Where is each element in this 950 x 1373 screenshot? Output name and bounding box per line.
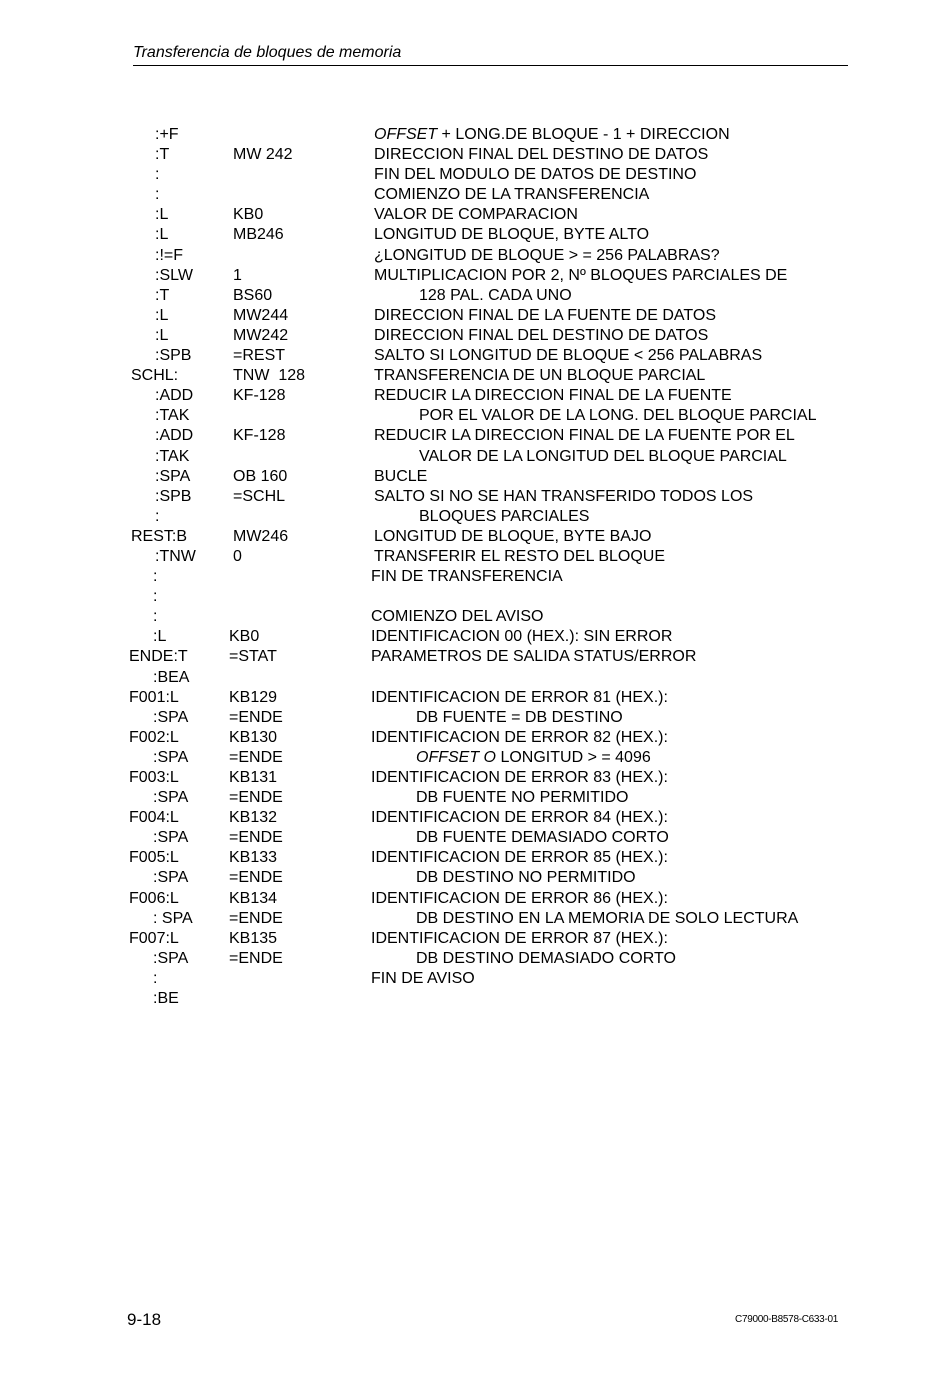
comment-text: BLOQUES PARCIALES bbox=[419, 507, 590, 525]
operand: MW242 bbox=[233, 326, 289, 344]
comment-text: DIRECCION FINAL DE LA FUENTE DE DATOS bbox=[374, 306, 716, 324]
comment bbox=[371, 647, 696, 667]
comment bbox=[371, 949, 676, 969]
operation: :SPA bbox=[153, 708, 189, 726]
listing-row bbox=[0, 165, 950, 185]
operation: : bbox=[155, 186, 160, 204]
comment bbox=[371, 868, 636, 888]
statement-label: F004:L bbox=[129, 809, 179, 827]
comment-text: LONGITUD DE BLOQUE, BYTE BAJO bbox=[374, 527, 652, 545]
comment bbox=[374, 225, 649, 245]
comment bbox=[371, 768, 668, 788]
comment-text: VALOR DE LA LONGITUD DEL BLOQUE PARCIAL bbox=[419, 447, 787, 465]
operand: MW246 bbox=[233, 527, 289, 545]
listing-row bbox=[0, 386, 950, 406]
operation: :T bbox=[155, 286, 170, 304]
comment-text: DB DESTINO DEMASIADO CORTO bbox=[416, 949, 676, 967]
comment bbox=[374, 426, 795, 446]
listing-row bbox=[0, 989, 950, 1009]
operand: =ENDE bbox=[229, 869, 283, 887]
operation: :BE bbox=[153, 990, 179, 1008]
comment bbox=[374, 246, 720, 266]
comment-text: IDENTIFICACION DE ERROR 87 (HEX.): bbox=[371, 929, 668, 947]
listing-row bbox=[0, 527, 950, 547]
comment bbox=[374, 165, 696, 185]
header-title: Transferencia de bloques de memoria bbox=[133, 44, 402, 61]
comment bbox=[374, 125, 730, 145]
comment-text: VALOR DE COMPARACION bbox=[374, 206, 578, 224]
statement-label: REST:B bbox=[131, 527, 188, 545]
comment-text: IDENTIFICACION DE ERROR 86 (HEX.): bbox=[371, 889, 668, 907]
comment-text: ¿LONGITUD DE BLOQUE > = 256 PALABRAS? bbox=[374, 246, 720, 264]
comment-text: TRANSFERIR EL RESTO DEL BLOQUE bbox=[374, 547, 666, 565]
operation: :SPB bbox=[155, 347, 192, 365]
listing-row bbox=[0, 205, 950, 225]
comment-text: POR EL VALOR DE LA LONG. DEL BLOQUE PARCIAL bbox=[419, 407, 817, 425]
comment-text: DIRECCION FINAL DEL DESTINO DE DATOS bbox=[374, 146, 709, 164]
listing-row bbox=[0, 366, 950, 386]
comment-text: LONGITUD > = 4096 bbox=[496, 748, 651, 766]
comment bbox=[374, 386, 732, 406]
statement-label: SCHL: bbox=[131, 367, 179, 385]
operation: : bbox=[153, 568, 158, 586]
operation: :L bbox=[155, 326, 169, 344]
operand: =ENDE bbox=[229, 748, 283, 766]
operation: :ADD bbox=[155, 427, 194, 445]
operand: TNW 128 bbox=[233, 367, 306, 385]
listing-row bbox=[0, 467, 950, 487]
comment bbox=[374, 507, 589, 527]
listing-row bbox=[0, 145, 950, 165]
comment-text: REDUCIR LA DIRECCION FINAL DE LA FUENTE bbox=[374, 387, 732, 405]
comment bbox=[374, 467, 427, 487]
operation: : bbox=[153, 588, 158, 606]
comment-text: DB FUENTE NO PERMITIDO bbox=[416, 789, 629, 807]
comment bbox=[374, 205, 578, 225]
comment-text: IDENTIFICACION DE ERROR 81 (HEX.): bbox=[371, 688, 668, 706]
listing-row bbox=[0, 487, 950, 507]
comment-text: SALTO SI NO SE HAN TRANSFERIDO TODOS LOS bbox=[374, 487, 754, 505]
listing-row bbox=[0, 426, 950, 446]
listing-row bbox=[0, 788, 950, 808]
operand: KB134 bbox=[229, 889, 278, 907]
comment-text: REDUCIR LA DIRECCION FINAL DE LA FUENTE POR EL bbox=[374, 427, 795, 445]
comment-text: IDENTIFICACION 00 (HEX.): SIN ERROR bbox=[371, 628, 673, 646]
comment bbox=[371, 688, 668, 708]
statement-label: F006:L bbox=[129, 889, 179, 907]
comment-text: SALTO SI LONGITUD DE BLOQUE < 256 PALABRAS bbox=[374, 347, 763, 365]
comment bbox=[374, 145, 708, 165]
listing-row bbox=[0, 185, 950, 205]
listing-row bbox=[0, 306, 950, 326]
listing-row bbox=[0, 507, 950, 527]
operation: :SLW bbox=[155, 266, 193, 284]
comment bbox=[374, 266, 787, 286]
comment-text: DB DESTINO NO PERMITIDO bbox=[416, 869, 636, 887]
operation: :SPA bbox=[153, 949, 189, 967]
comment-text: DB DESTINO EN LA MEMORIA DE SOLO LECTURA bbox=[416, 909, 799, 927]
comment-text: IDENTIFICACION DE ERROR 82 (HEX.): bbox=[371, 728, 668, 746]
comment-text: FIN DE TRANSFERENCIA bbox=[371, 568, 563, 586]
listing-row bbox=[0, 808, 950, 828]
statement-label: F003:L bbox=[129, 769, 179, 786]
comment bbox=[374, 306, 716, 326]
statement-label: ENDE:T bbox=[129, 648, 188, 666]
listing-row bbox=[0, 125, 950, 145]
comment bbox=[374, 346, 762, 366]
comment bbox=[371, 607, 543, 627]
comment bbox=[371, 708, 623, 728]
operation: : bbox=[155, 166, 160, 184]
page-number: 9-18 bbox=[127, 1310, 162, 1329]
listing-row bbox=[0, 326, 950, 346]
listing-row bbox=[0, 708, 950, 728]
operand: 0 bbox=[233, 547, 242, 565]
operation: :TAK bbox=[155, 447, 190, 465]
listing-row bbox=[0, 246, 950, 266]
operand: KB133 bbox=[229, 849, 278, 867]
listing-row bbox=[0, 447, 950, 467]
listing-row bbox=[0, 868, 950, 888]
statement-label: F001:L bbox=[129, 688, 179, 706]
operation: :TAK bbox=[155, 407, 190, 425]
comment-text: DB FUENTE DEMASIADO CORTO bbox=[416, 829, 669, 847]
operand: KB130 bbox=[229, 728, 278, 746]
comment bbox=[371, 848, 668, 868]
operand: KB132 bbox=[229, 809, 278, 827]
comment-text: DIRECCION FINAL DEL DESTINO DE DATOS bbox=[374, 326, 709, 344]
program-listing bbox=[0, 125, 950, 1009]
comment bbox=[371, 969, 475, 989]
listing-row bbox=[0, 547, 950, 567]
listing-row bbox=[0, 949, 950, 969]
comment bbox=[374, 547, 665, 567]
comment bbox=[374, 326, 708, 346]
comment bbox=[371, 627, 672, 647]
listing-row bbox=[0, 828, 950, 848]
operand: =REST bbox=[233, 347, 286, 365]
statement-label: F007:L bbox=[129, 929, 179, 947]
operand: =ENDE bbox=[229, 949, 283, 967]
comment-italic-term: OFFSET O bbox=[416, 748, 496, 766]
operation: :BEA bbox=[153, 668, 190, 686]
operand: MB246 bbox=[233, 226, 284, 244]
comment bbox=[374, 527, 651, 547]
operand: 1 bbox=[233, 266, 242, 284]
operation: : bbox=[153, 608, 158, 626]
comment bbox=[374, 447, 787, 467]
comment bbox=[371, 889, 668, 909]
operation: : bbox=[155, 507, 160, 525]
operation: :SPA bbox=[153, 748, 189, 766]
comment-text: FIN DEL MODULO DE DATOS DE DESTINO bbox=[374, 166, 697, 184]
comment bbox=[374, 406, 816, 426]
listing-row bbox=[0, 627, 950, 647]
comment bbox=[371, 728, 668, 748]
comment-text: PARAMETROS DE SALIDA STATUS/ERROR bbox=[371, 648, 697, 666]
statement-label: F005:L bbox=[129, 849, 179, 867]
operation: :SPA bbox=[153, 789, 189, 807]
operand: MW 242 bbox=[233, 146, 293, 164]
operation: :+F bbox=[155, 126, 179, 143]
listing-row bbox=[0, 929, 950, 949]
operation: :L bbox=[155, 226, 169, 244]
comment bbox=[371, 909, 798, 929]
operand: KF-128 bbox=[233, 427, 286, 445]
operand: KB0 bbox=[229, 628, 260, 646]
comment bbox=[374, 366, 705, 386]
operation: :SPA bbox=[153, 869, 189, 887]
comment bbox=[374, 185, 649, 205]
operand: =ENDE bbox=[229, 909, 283, 927]
listing-row bbox=[0, 647, 950, 667]
comment bbox=[371, 929, 668, 949]
listing-row bbox=[0, 567, 950, 587]
comment bbox=[371, 567, 563, 587]
document-code: C79000-B8578-C633-01 bbox=[735, 1314, 838, 1325]
comment bbox=[371, 828, 669, 848]
operation: :L bbox=[155, 206, 169, 224]
listing-row bbox=[0, 225, 950, 245]
comment-text: DB FUENTE = DB DESTINO bbox=[416, 708, 623, 726]
comment-text: IDENTIFICACION DE ERROR 83 (HEX.): bbox=[371, 769, 668, 786]
listing-row bbox=[0, 728, 950, 748]
comment-text: IDENTIFICACION DE ERROR 84 (HEX.): bbox=[371, 809, 668, 827]
comment-text: FIN DE AVISO bbox=[371, 969, 475, 987]
listing-row bbox=[0, 848, 950, 868]
comment-text: COMIENZO DEL AVISO bbox=[371, 608, 544, 626]
comment-text: COMIENZO DE LA TRANSFERENCIA bbox=[374, 186, 650, 204]
statement-label: F002:L bbox=[129, 728, 179, 746]
listing-row bbox=[0, 406, 950, 426]
comment-italic-term: OFFSET bbox=[374, 126, 438, 143]
comment bbox=[371, 788, 628, 808]
comment bbox=[371, 748, 651, 768]
comment-text: LONGITUD DE BLOQUE, BYTE ALTO bbox=[374, 226, 650, 244]
listing-row bbox=[0, 909, 950, 929]
operation: : SPA bbox=[153, 909, 193, 927]
operand: BS60 bbox=[233, 286, 273, 304]
operation: : bbox=[153, 969, 158, 987]
listing-row bbox=[0, 587, 950, 607]
running-header bbox=[133, 43, 848, 66]
operation: :TNW bbox=[155, 547, 196, 565]
operand: KB0 bbox=[233, 206, 264, 224]
comment-text: TRANSFERENCIA DE UN BLOQUE PARCIAL bbox=[374, 367, 706, 385]
operation: :ADD bbox=[155, 387, 194, 405]
listing-row bbox=[0, 668, 950, 688]
operand: MW244 bbox=[233, 306, 289, 324]
listing-row bbox=[0, 688, 950, 708]
operation: :SPA bbox=[153, 829, 189, 847]
operand: =SCHL bbox=[233, 487, 286, 505]
comment-text: MULTIPLICACION POR 2, Nº BLOQUES PARCIALES DE bbox=[374, 266, 788, 284]
comment-text: + LONG.DE BLOQUE - 1 + DIRECCION bbox=[437, 126, 730, 143]
operation: :L bbox=[153, 628, 167, 646]
operation: :SPB bbox=[155, 487, 192, 505]
listing-row bbox=[0, 346, 950, 366]
operand: KB129 bbox=[229, 688, 278, 706]
operand: KB135 bbox=[229, 929, 278, 947]
operand: =ENDE bbox=[229, 829, 283, 847]
listing-row bbox=[0, 748, 950, 768]
comment-text: IDENTIFICACION DE ERROR 85 (HEX.): bbox=[371, 849, 668, 867]
listing-row bbox=[0, 889, 950, 909]
operation: :!=F bbox=[155, 246, 184, 264]
listing-row bbox=[0, 266, 950, 286]
listing-row bbox=[0, 286, 950, 306]
operation: :L bbox=[155, 306, 169, 324]
listing-row bbox=[0, 768, 950, 788]
comment-text: 128 PAL. CADA UNO bbox=[419, 286, 572, 304]
comment-text: BUCLE bbox=[374, 467, 428, 485]
operation: :T bbox=[155, 146, 170, 164]
operand: =STAT bbox=[229, 648, 277, 666]
listing-row bbox=[0, 969, 950, 989]
comment bbox=[371, 808, 668, 828]
operand: =ENDE bbox=[229, 708, 283, 726]
comment bbox=[374, 286, 572, 306]
listing-row bbox=[0, 607, 950, 627]
operand: OB 160 bbox=[233, 467, 288, 485]
operand: KF-128 bbox=[233, 387, 286, 405]
operand: KB131 bbox=[229, 769, 278, 786]
operation: :SPA bbox=[155, 467, 191, 485]
operand: =ENDE bbox=[229, 789, 283, 807]
comment bbox=[374, 487, 753, 507]
